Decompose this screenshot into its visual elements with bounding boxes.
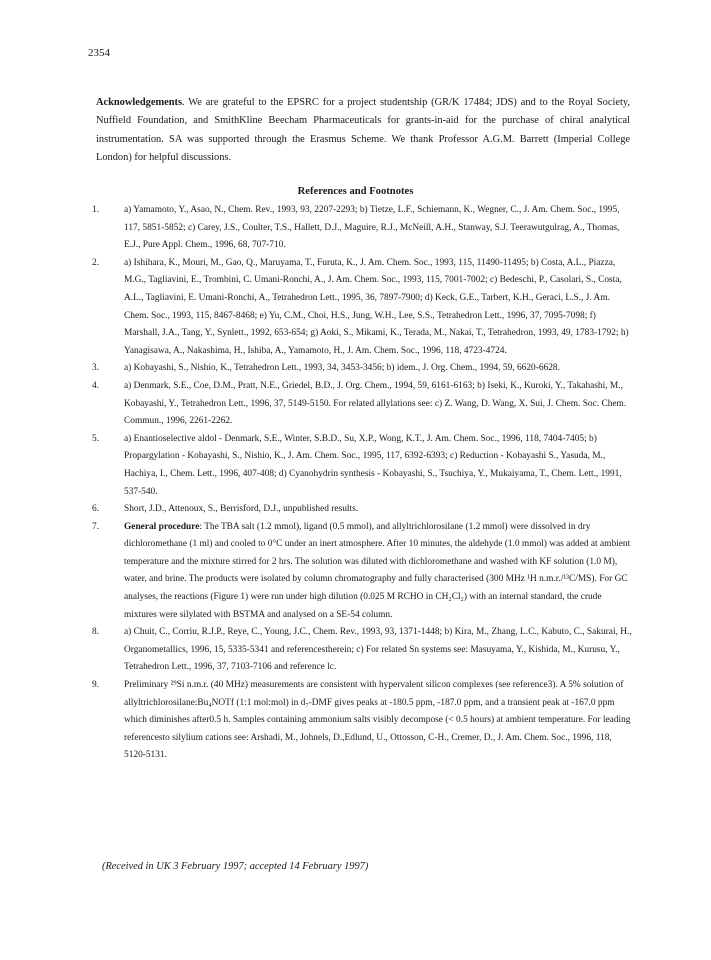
reference-item — [92, 202, 632, 255]
reference-item — [92, 501, 632, 519]
reference-item — [92, 677, 632, 765]
reference-item — [92, 255, 632, 361]
references-list — [92, 202, 632, 765]
reference-text: a) Enantioselective aldol - Denmark, S.E., Winter, S.B.D., Su, X.P., Wong, K.T., J. Am. Chem. Soc., 1996, 118, 7404-7405; b) Propargylation - Kobayashi, S., Nishio, K., J. Am. Chem. Soc., 1995, 117, 6392-6393; c) Reduction - Kobayashi S., Yasuda, M., Hachiya, I., Chem. Lett., 1996, 407-408; d) Cyanohydrin synthesis - Kobayashi, S., Tsuchiya, Y., Mukaiyama, T., Chem. Lett., 1991, 537-540. — [124, 433, 622, 497]
reference-text: a) Kobayashi, S., Nishio, K., Tetrahedron Lett., 1993, 34, 3453-3456; b) idem., J. Org. Chem., 1994, 59, 6620-6628. — [124, 363, 560, 374]
reference-text: a) Ishihara, K., Mouri, M., Gao, Q., Maruyama, T., Furuta, K., J. Am. Chem. Soc., 1993, 115, 11490-11495; b) Costa, A.L., Piazza, M.G., Tagliavini, E., Trombini, C. Umani-Ronchi, A., J. Am. Chem. Soc., 1993, 115, 7001-7002; c) Bedeschi, P., Casolari, S., Costa, A.L., Tagliavini, E. Umani-Ronchi, A., Tetrahedron Lett., 1995, 36, 7897-7900; d) Keck, G.E., Tarbert, K.H., Geraci, L.S., J. Am. Chem. Soc., 1993, 115, 8467-8468; e) Yu, C.M., Choi, H.S., Jung, W.H., Lee, S.S., Tetrahedron Lett., 1996, 37, 7095-7098; f) Marshall, J.A., Tang, Y., Synlett., 1992, 653-654; g) Aoki, S., Mikami, K., Terada, M., Nakai, T., Tetrahedron, 1993, 49, 1783-1792; h) Yanagisawa, A., Nakashima, H., Ishiba, A., Yamamoto, H., J. Am. Chem. Soc., 1996, 118, 4723-4724. — [124, 257, 629, 356]
reference-number: 8. — [92, 627, 100, 638]
reference-number: 7. — [92, 521, 100, 532]
reference-number: 3. — [92, 363, 100, 374]
page-number: 2354 — [88, 47, 110, 59]
reference-text: a) Yamamoto, Y., Asao, N., Chem. Rev., 1993, 93, 2207-2293; b) Tietze, L.F., Schiemann, K., Wegner, C., J. Am. Chem. Soc., 1995, 117, 5851-5852; c) Carey, J.S., Coulter, T.S., Hallett, D.J., Maguire, R.J., McNeill, A.H., Stanway, S.J. Teerawutgulrag, A., Thomas, E.J., Pure Appl. Chem., 1996, 68, 707-710. — [124, 205, 620, 251]
reference-number: 6. — [92, 504, 100, 515]
reference-text — [124, 519, 632, 625]
acknowledgements-paragraph — [96, 94, 630, 168]
reference-item — [92, 519, 632, 625]
acknowledgements-text: . We are grateful to the EPSRC for a project studentship (GR/K 17484; JDS) and to the Royal Society, Nuffield Foundation, and SmithKline Beecham Pharmaceuticals for grants-in-aid for the purchase of chiral analytical instrumentation. SA was supported through the Erasmus Scheme. We thank Professor A.G.M. Barrett (Imperial College London) for helpful discussions. — [96, 97, 630, 164]
reference-text: a) Denmark, S.E., Coe, D.M., Pratt, N.E., Griedel, B.D., J. Org. Chem., 1994, 59, 6161-6163; b) Iseki, K., Kuroki, Y., Takahashi, M., Kobayashi, Y., Tetrahedron Lett., 1996, 37, 5149-5150. For related allylations see: c) Z. Wang, D. Wang, X. Sui, J. Chem. Soc. Chem. Commun., 1996, 2261-2262. — [124, 380, 627, 427]
reference-number: 9. — [92, 680, 100, 691]
reference-number: 4. — [92, 380, 100, 391]
reference-number: 1. — [92, 205, 100, 215]
acknowledgements-heading: Acknowledgements — [96, 97, 183, 108]
reference-item — [92, 624, 632, 677]
reference-number: 5. — [92, 433, 100, 444]
general-procedure-text: : The TBA salt (1.2 mmol), ligand (0.5 mmol), and allyltrichlorosilane (1.2 mmol) were dissolved in dry dichloromethane (1 ml) and cooled to 0°C under an inert atmosphere. After 10 minutes, the aldehyde (1.0 mmol) was added at ambient temperature and the mixture stirred for 2 hrs. The solution was diluted with dichloromethane and washed with KF solution (1.0 M), water, and brine. The products were isolated by column chromatography and fully characterised (300 MHz ¹H n.m.r./¹³C/MS). For GC analyses, the reactions (Figure 1) were run under high dilution (0.025 M RCHO in CH₂Cl₂) with an internal standard, the crude mixtures were silylated with BSTMA and analysed on a SE-54 column. — [124, 521, 631, 620]
reference-item — [92, 431, 632, 501]
reference-number: 2. — [92, 257, 100, 268]
received-accepted-note: (Received in UK 3 February 1997; accepted 14 February 1997) — [102, 861, 369, 872]
general-procedure-label: General procedure — [124, 521, 200, 532]
reference-text: Short, J.D., Attenoux, S., Berrisford, D.J., unpublished results. — [124, 504, 359, 515]
references-heading: References and Footnotes — [297, 186, 414, 197]
reference-text: Preliminary ²⁹Si n.m.r. (40 MHz) measurements are consistent with hypervalent silicon complexes (see reference3). A 5% solution of allyltrichlorosilane:Bu₄NOTf (1:1 mol:mol) in d₇-DMF gives peaks at -180.5 ppm, -187.0 ppm, and a transient peak at -167.0 ppm which diminishes after0.5 h. Samples containing ammonium salts visibly decompose (< 0.5 hours) at ambient temperature. For leading referencesto silylium cations see: Arshadi, M., Johnels, D.,Edlund, U., Ottosson, C-H., Cremer, D., J. Am. Chem. Soc., 1996, 118, 5120-5131. — [124, 680, 631, 761]
reference-item — [92, 378, 632, 431]
reference-item — [92, 360, 632, 378]
reference-text: a) Chuit, C., Corriu, R.J.P., Reye, C., Young, J.C., Chem. Rev., 1993, 93, 1371-1448; b) Kira, M., Zhang, L.C., Kabuto, C., Sakurai, H., Organometallics, 1996, 15, 5335-5341 and referencestherein; c) For related Sn systems see: Masuyama, Y., Kishida, M., Kurusu, Y., Tetrahedron Lett., 1996, 37, 7103-7106 and reference lc. — [124, 627, 632, 673]
